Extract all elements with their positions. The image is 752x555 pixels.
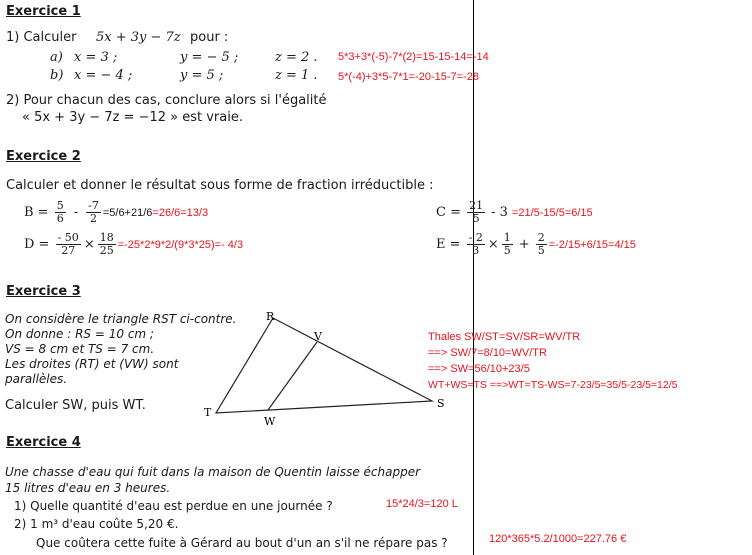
ex2-E-operator-1: × xyxy=(487,237,499,252)
ex4-q2: 2) 1 m³ d'eau coûte 5,20 €. xyxy=(14,517,179,531)
ex2-E-fraction-2: $\frac{1}{5}$ xyxy=(503,231,511,257)
ex2-B-lhs: B = xyxy=(24,205,49,220)
ex2-C-lhs: C = xyxy=(436,205,461,220)
ex2-E-line xyxy=(436,232,636,257)
ex4-intro-2: 15 litres d'eau en 3 heures. xyxy=(5,481,171,495)
ex2-D-line xyxy=(24,232,243,257)
ex2-E-operator-2: + xyxy=(518,237,530,252)
ex1-b-x: x = − 4 ; xyxy=(74,68,133,83)
ex3-answer-4: WT+WS=TS ==>WT=TS-WS=7-23/5=35/5-23/5=12/5 xyxy=(428,379,678,391)
exercise-2-title: Exercice 2 xyxy=(6,149,81,164)
ex2-C-line xyxy=(436,200,593,225)
ex2-D-fraction-2: $\frac{18}{25}$ xyxy=(99,231,114,257)
ex2-C-fraction: $\frac{21}{5}$ xyxy=(469,199,484,225)
ex1-b-label: b) xyxy=(50,68,64,83)
ex3-line-1: On considère le triangle RST ci-contre. xyxy=(5,312,237,326)
ex2-E-fraction-1: $\frac{- 2}{3}$ xyxy=(468,231,483,257)
vertical-divider-line xyxy=(473,0,474,555)
ex1-b-answer: 5*(-4)+3*5-7*1=-20-15-7=-28 xyxy=(338,71,479,83)
ex1-q1-label: 1) Calculer xyxy=(6,30,77,45)
ex2-C-answer: =21/5-15/5=6/15 xyxy=(511,206,593,219)
label-R: R xyxy=(266,310,275,323)
ex2-E-fraction-3: $\frac{2}{5}$ xyxy=(537,231,545,257)
ex1-q2-line2: « 5x + 3y − 7z = −12 » est vraie. xyxy=(22,110,243,125)
ex1-a-label: a) xyxy=(50,50,63,65)
ex2-C-rest: - 3 xyxy=(491,205,508,220)
label-T: T xyxy=(204,406,212,419)
ex2-E-lhs: E = xyxy=(436,237,461,252)
ex2-instruction: Calculer et donner le résultat sous forme de fraction irréductible : xyxy=(6,178,434,193)
exercise-3-title: Exercice 3 xyxy=(6,284,81,299)
ex3-answer-2: ==> SW/7=8/10=WV/TR xyxy=(428,347,547,359)
ex1-a-answer: 5*3+3*(-5)-7*(2)=15-15-14=-14 xyxy=(338,51,489,63)
ex2-B-operator: - xyxy=(73,205,79,220)
ex2-B-fraction-1: $\frac{5}{6}$ xyxy=(56,199,64,225)
triangle-rst xyxy=(216,318,432,413)
ex2-D-lhs: D = xyxy=(24,237,50,252)
ex2-B-line xyxy=(24,200,208,225)
ex4-q1: 1) Quelle quantité d'eau est perdue en une journée ? xyxy=(14,499,333,513)
label-S: S xyxy=(437,397,445,410)
segment-vw xyxy=(268,342,317,410)
ex4-q3: Que coûtera cette fuite à Gérard au bout d'un an s'il ne répare pas ? xyxy=(36,536,448,550)
ex3-answer-1: Thales SW/ST=SV/SR=WV/TR xyxy=(428,331,581,343)
ex4-intro-1: Une chasse d'eau qui fuit dans la maison de Quentin laisse échapper xyxy=(5,465,421,479)
exercise-1-title: Exercice 1 xyxy=(6,4,81,19)
label-W: W xyxy=(264,415,276,428)
ex2-B-answer: =5/6+21/6=26/6=13/3 xyxy=(102,206,209,219)
ex3-line-2: On donne : RS = 10 cm ; xyxy=(5,327,154,341)
ex1-pour: pour : xyxy=(190,30,229,45)
ex1-q2-line1: 2) Pour chacun des cas, conclure alors si l'égalité xyxy=(6,93,327,108)
ex3-line-4: Les droites (RT) et (VW) sont xyxy=(5,357,179,371)
ex3-answer-3: ==> SW=56/10+23/5 xyxy=(428,363,530,375)
ex3-question: Calculer SW, puis WT. xyxy=(5,398,146,413)
ex4-q3-answer: 120*365*5.2/1000=227.76 € xyxy=(489,533,627,545)
ex4-q1-answer: 15*24/3=120 L xyxy=(386,498,458,510)
ex2-B-work xyxy=(103,207,208,219)
ex2-B-fraction-2: $\frac{-7}{2}$ xyxy=(88,199,99,225)
ex3-line-5: parallèles. xyxy=(5,372,68,386)
ex1-expression: 5x + 3y − 7z xyxy=(96,30,181,45)
ex1-b-z: z = 1 . xyxy=(275,68,318,83)
ex2-E-answer: =-2/15+6/15=4/15 xyxy=(548,238,636,251)
ex3-line-3: VS = 8 cm et TS = 7 cm. xyxy=(5,342,155,356)
ex1-b-y: y = 5 ; xyxy=(180,68,224,83)
ex2-D-fraction-1: $\frac{- 50}{27}$ xyxy=(57,231,79,257)
ex1-a-z: z = 2 . xyxy=(275,50,318,65)
ex2-D-operator: × xyxy=(83,237,95,252)
triangle-rst-figure xyxy=(200,306,460,430)
exercise-4-title: Exercice 4 xyxy=(6,435,81,450)
ex2-D-answer: =-25*2*9*2/(9*3*25)=- 4/3 xyxy=(117,238,244,251)
ex1-a-x: x = 3 ; xyxy=(74,50,118,65)
ex1-a-y: y = − 5 ; xyxy=(180,50,239,65)
label-V: V xyxy=(314,330,322,343)
